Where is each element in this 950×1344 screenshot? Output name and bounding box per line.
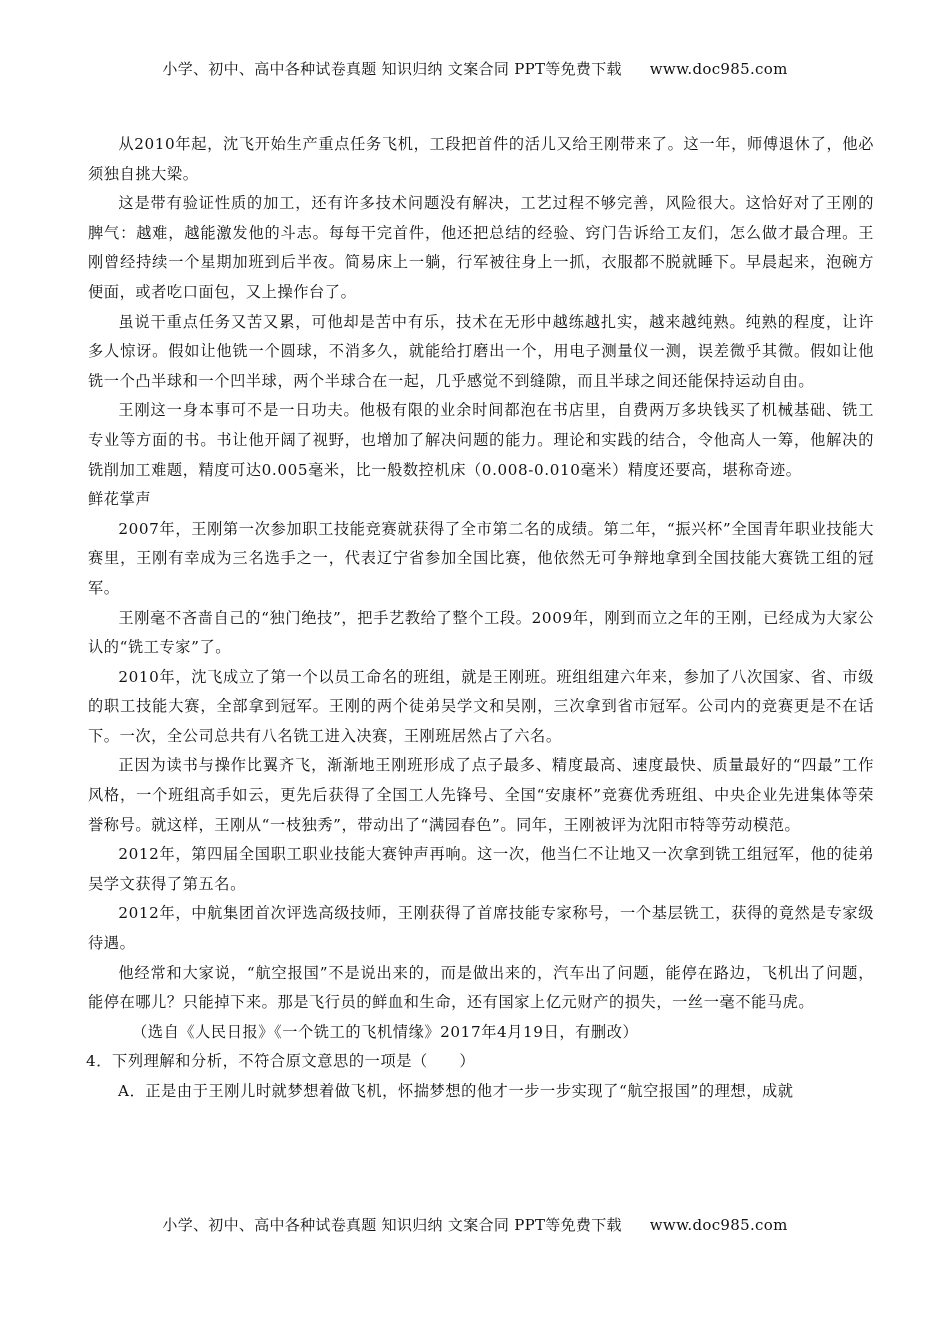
article-paragraph: 2012年，中航集团首次评选高级技师，王刚获得了首席技能专家称号，一个基层铣工，获得的竟然是专家级待遇。 bbox=[88, 904, 874, 953]
article-paragraph: 2007年，王刚第一次参加职工技能竞赛就获得了全市第二名的成绩。第二年，“振兴杯”全国青年职业技能大赛里，王刚有幸成为三名选手之一，代表辽宁省参加全国比赛，他依然无可争辩地拿到全国技能大赛铣工组的冠军。 bbox=[88, 519, 874, 597]
page-footer bbox=[0, 1214, 950, 1235]
article-paragraph: 他经常和大家说，“航空报国”不是说出来的，而是做出来的，汽车出了问题，能停在路边，飞机出了问题，能停在哪儿？只能掉下来。那是飞行员的鲜血和生命，还有国家上亿元财产的损失，一丝一毫不能马虎。 bbox=[88, 963, 875, 1012]
footer-site-link[interactable]: www.doc985.com bbox=[649, 1216, 788, 1234]
header-text: 小学、初中、高中各种试卷真题 知识归纳 文案合同 PPT等免费下载 bbox=[162, 60, 622, 78]
section-subtitle: 鲜花掌声 bbox=[88, 490, 152, 509]
article-paragraph: 2012年，第四届全国职工职业技能大赛钟声再响。这一次，他当仁不让地又一次拿到铣工组冠军，他的徒弟吴学文获得了第五名。 bbox=[88, 845, 874, 893]
question-stem: 4．下列理解和分析，不符合原文意思的一项是（ ） bbox=[86, 1052, 476, 1071]
article-body bbox=[88, 130, 874, 1107]
page-header bbox=[0, 58, 950, 79]
article-paragraph: 2010年，沈飞成立了第一个以员工命名的班组，就是王刚班。班组组建六年来，参加了八次国家、省、市级的职工技能大赛，全部拿到冠军。王刚的两个徒弟吴学文和吴刚，三次拿到省市冠军。公司内的竞赛更是不在话下。一次，全公司总共有八名铣工进入决赛，王刚班居然占了六名。 bbox=[88, 667, 874, 745]
article-paragraph: 从2010年起，沈飞开始生产重点任务飞机，工段把首件的活儿又给王刚带来了。这一年，师傅退休了，他必须独自挑大梁。 bbox=[88, 135, 874, 183]
article-paragraph: 这是带有验证性质的加工，还有许多技术问题没有解决，工艺过程不够完善，风险很大。这恰好对了王刚的脾气：越难，越能激发他的斗志。每每干完首件，他还把总结的经验、窍门告诉给工友们，怎么做才最合理。王刚曾经持续一个星期加班到后半夜。简易床上一躺，行军被往身上一抓，衣服都不脱就睡下。早晨起来，泡碗方便面，或者吃口面包，又上操作台了。 bbox=[88, 194, 874, 301]
article-source: （选自《人民日报》《一个铣工的飞机情缘》2017年4月19日，有删改） bbox=[132, 1022, 639, 1041]
header-site-link[interactable]: www.doc985.com bbox=[649, 60, 788, 78]
article-paragraph: 王刚毫不吝啬自己的“独门绝技”，把手艺教给了整个工段。2009年，刚到而立之年的王刚，已经成为大家公认的“铣工专家”了。 bbox=[88, 608, 874, 657]
article-paragraph: 正因为读书与操作比翼齐飞，渐渐地王刚班形成了点子最多、精度最高、速度最快、质量最好的“四最”工作风格，一个班组高手如云，更先后获得了全国工人先锋号、全国“安康杯”竞赛优秀班组、中央企业先进集体等荣誉称号。就这样，王刚从“一枝独秀”，带动出了“满园春色”。同年，王刚被评为沈阳市特等劳动模范。 bbox=[88, 756, 874, 834]
question-option-a: A．正是由于王刚儿时就梦想着做飞机，怀揣梦想的他才一步一步实现了“航空报国”的理想，成就 bbox=[118, 1082, 794, 1100]
footer-text: 小学、初中、高中各种试卷真题 知识归纳 文案合同 PPT等免费下载 bbox=[162, 1216, 622, 1234]
article-paragraph: 王刚这一身本事可不是一日功夫。他极有限的业余时间都泡在书店里，自费两万多块钱买了机械基础、铣工专业等方面的书。书让他开阔了视野，也增加了解决问题的能力。理论和实践的结合，令他高人一筹，他解决的铣削加工难题，精度可达0.005毫米，比一般数控机床（0.008-0.010毫米）精度还要高，堪称奇迹。 bbox=[88, 401, 874, 479]
article-paragraph: 虽说干重点任务又苦又累，可他却是苦中有乐，技术在无形中越练越扎实，越来越纯熟。纯熟的程度，让许多人惊讶。假如让他铣一个圆球，不消多久，就能给打磨出一个，用电子测量仪一测，误差微乎其微。假如让他铣一个凸半球和一个凹半球，两个半球合在一起，几乎感觉不到缝隙，而且半球之间还能保持运动自由。 bbox=[88, 312, 874, 390]
